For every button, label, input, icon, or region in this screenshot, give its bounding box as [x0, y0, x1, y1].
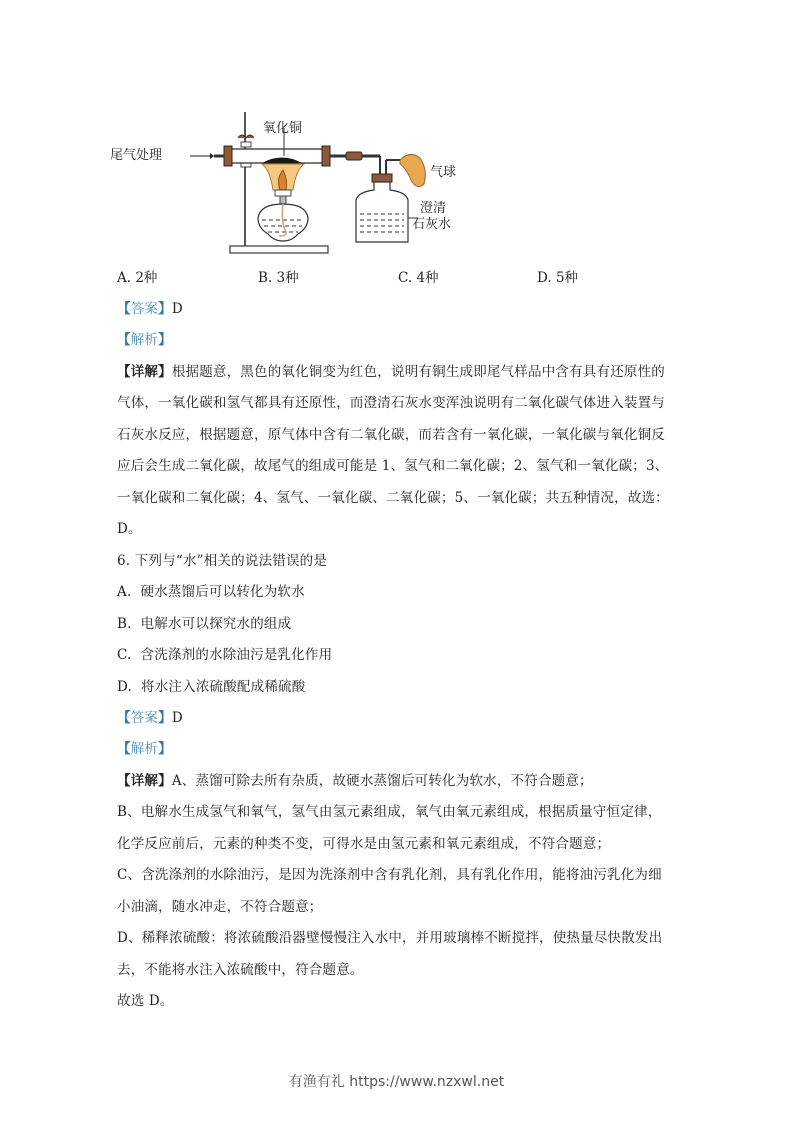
footer-watermark: 有渔有礼 https://www.nzxwl.net: [288, 1074, 505, 1090]
label-exhaust-inlet: 尾气处理: [110, 148, 163, 163]
label-copper-oxide: 氧化铜: [263, 121, 303, 136]
q5-detail-line-6: D。: [117, 521, 142, 537]
q6-detail-line-4: C、含洗涤剂的水除油污，是因为洗涤剂中含有乳化剂，具有乳化作用，能将油污乳化为细: [117, 867, 662, 883]
q6-detail-line-3: 化学反应前后，元素的种类不变，可得水是由氢元素和氧元素组成，不符合题意；: [117, 836, 611, 852]
q5-option-d: D. 5种: [537, 270, 579, 286]
q6-detail-line-6: D、稀释浓硫酸：将浓硫酸沿器壁慢慢注入水中，并用玻璃棒不断搅拌，使热量尽快散发出: [117, 930, 663, 946]
q6-answer: 【答案】D: [117, 710, 183, 726]
q5-analysis-heading: 【解析】: [117, 332, 172, 348]
q6-option-a: A. 硬水蒸馏后可以转化为软水: [117, 584, 305, 600]
q6-detail-line-1: 【详解】A、蒸馏可除去所有杂质，故硬水蒸馏后可转化为软水，不符合题意；: [117, 773, 593, 789]
q6-stem: 6. 下列与“水”相关的说法错误的是: [117, 553, 328, 569]
label-balloon: 气球: [430, 165, 457, 180]
q5-option-b: B. 3种: [258, 270, 299, 286]
q6-option-d: D. 将水注入浓硫酸配成稀硫酸: [117, 679, 306, 695]
q6-detail-line-8: 故选 D。: [117, 993, 174, 1009]
apparatus-figure: [110, 100, 470, 260]
label-limewater-2: 石灰水: [412, 217, 452, 232]
q5-detail-line-5: 一氧化碳和二氧化碳；4、氢气、一氧化碳、二氧化碳；5、一氧化碳；共五种情况，故选：: [117, 490, 669, 506]
q5-detail-line-1: 【详解】根据题意，黑色的氧化铜变为红色，说明有铜生成即尾气样品中含有具有还原性的: [117, 364, 666, 380]
q6-option-c: C. 含洗涤剂的水除油污是乳化作用: [117, 647, 333, 663]
q5-option-c: C. 4种: [398, 270, 439, 286]
q5-detail-line-3: 石灰水反应，根据题意，原气体中含有二氧化碳，而若含有一氧化碳，一氧化碳与氧化铜反: [117, 427, 665, 443]
q5-option-a: A. 2种: [117, 270, 158, 286]
q5-answer: 【答案】D: [117, 301, 183, 317]
q6-option-b: B. 电解水可以探究水的组成: [117, 616, 292, 632]
q6-detail-line-7: 去，不能将水注入浓硫酸中，符合题意。: [117, 962, 364, 978]
q5-detail-line-2: 气体，一氧化碳和氢气都具有还原性，而澄清石灰水变浑浊说明有二氧化碳气体进入装置与: [117, 395, 665, 411]
q6-detail-line-2: B、电解水生成氢气和氧气，氢气由氢元素组成，氧气由氧元素组成，根据质量守恒定律，: [117, 804, 662, 820]
label-limewater-1: 澄清: [420, 201, 447, 216]
q6-analysis-heading: 【解析】: [117, 741, 172, 757]
q5-detail-line-4: 应后会生成二氧化碳，故尾气的组成可能是 1、氢气和二氧化碳；2、氢气和一氧化碳；3、: [117, 458, 669, 474]
q6-detail-line-5: 小油滴，随水冲走，不符合题意；: [117, 899, 323, 915]
